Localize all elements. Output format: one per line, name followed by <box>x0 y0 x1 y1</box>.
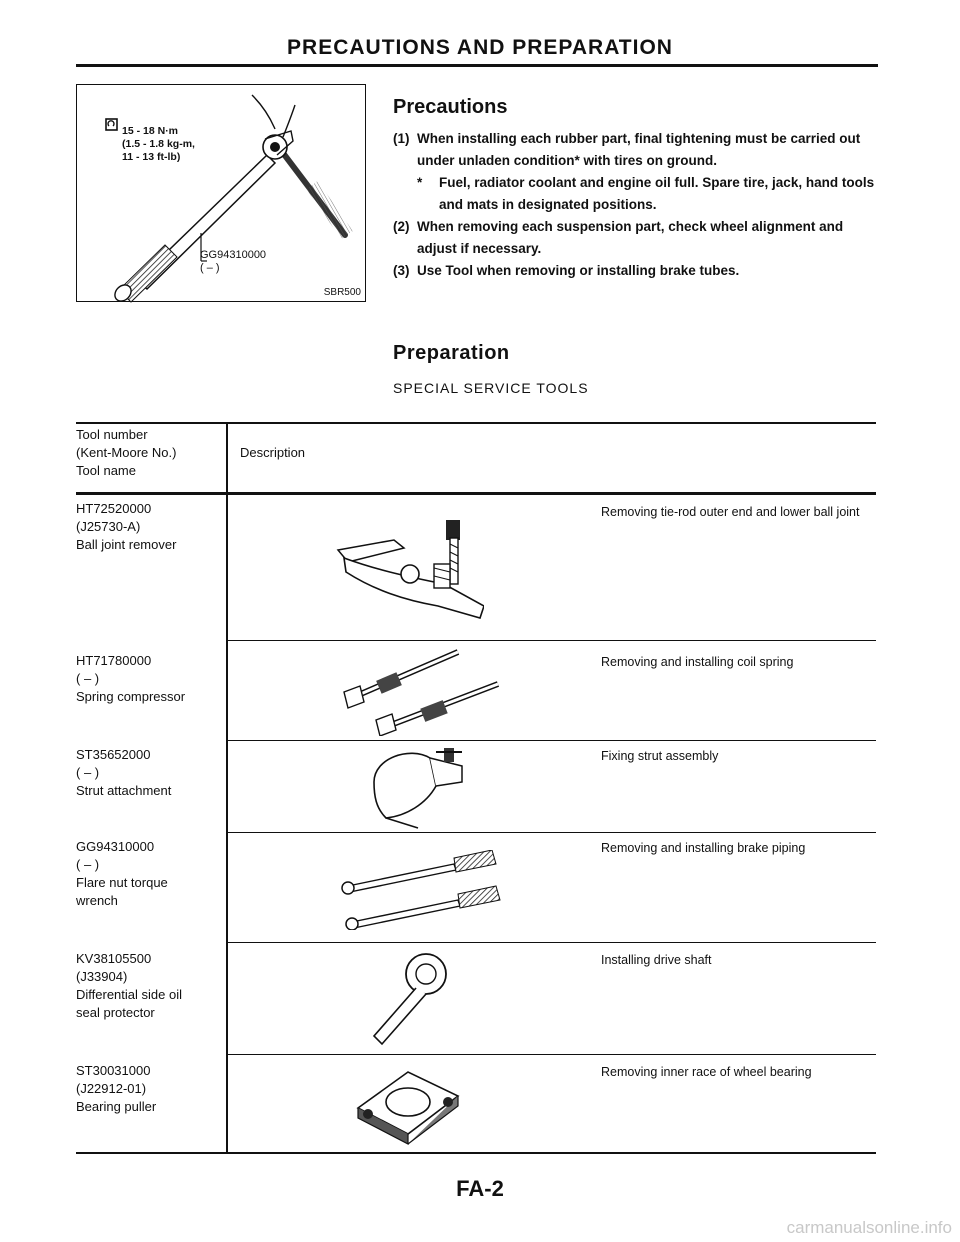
tool-kent-moore: (J22912-01) <box>76 1081 147 1096</box>
preparation-heading: Preparation <box>393 342 510 364</box>
spring-compressor-icon <box>338 646 508 736</box>
figure-part-number: GG94310000 <box>200 249 267 261</box>
tool-kent-moore: ( – ) <box>76 671 100 686</box>
torque-line: 15 - 18 N·m <box>122 125 179 137</box>
tool-kent-moore: ( – ) <box>76 765 100 780</box>
tool-number: ST35652000 <box>76 747 151 762</box>
row-divider <box>226 942 876 943</box>
torque-line: 11 - 13 ft-lb) <box>122 151 181 163</box>
tool-description: Removing and installing coil spring <box>601 655 794 669</box>
tool-kent-moore: (J25730-A) <box>76 519 141 534</box>
precautions-list <box>393 128 883 282</box>
precaution-item <box>393 216 883 260</box>
ball-joint-remover-icon <box>334 514 484 624</box>
row-divider <box>226 740 876 741</box>
precaution-text: When removing each suspension part, check wheel alignment and adjust if necessary. <box>417 219 844 256</box>
watermark: carmanualsonline.info <box>786 1218 952 1237</box>
tool-name: Bearing puller <box>76 1099 157 1114</box>
precaution-note <box>393 172 883 216</box>
precaution-note-marker: * <box>417 175 423 190</box>
figure-code: SBR500 <box>323 287 361 298</box>
page-number: FA-2 <box>456 1176 504 1201</box>
precaution-item <box>393 128 883 172</box>
tool-name: Strut attachment <box>76 783 172 798</box>
tool-number: KV38105500 <box>76 951 152 966</box>
tool-name: wrench <box>76 893 118 908</box>
tool-name: Spring compressor <box>76 689 186 704</box>
torque-spec <box>122 125 195 164</box>
seal-protector-icon <box>366 950 486 1050</box>
tool-name: seal protector <box>76 1005 155 1020</box>
tool-cell <box>76 838 224 910</box>
column-header-line: (Kent-Moore No.) <box>76 445 177 460</box>
tool-number: HT71780000 <box>76 653 152 668</box>
precaution-text: Use Tool when removing or installing brake tubes. <box>417 263 740 278</box>
tool-cell <box>76 950 224 1022</box>
precaution-number: (1) <box>393 131 410 146</box>
tool-cell <box>76 500 224 554</box>
page-title: PRECAUTIONS AND PREPARATION <box>287 36 673 59</box>
column-header-line: Tool name <box>76 463 136 478</box>
torque-wrench-symbol-icon <box>106 119 117 130</box>
tool-description: Removing and installing brake piping <box>601 841 806 855</box>
table-top-rule <box>76 422 876 424</box>
figure-part-kent-moore: ( – ) <box>200 262 220 274</box>
precaution-note-text: Fuel, radiator coolant and engine oil full. Spare tire, jack, hand tools and mats in designated positions. <box>439 175 875 212</box>
special-service-tools-table <box>76 422 876 1154</box>
tool-cell <box>76 652 224 706</box>
precautions-heading: Precautions <box>393 96 508 118</box>
table-bottom-rule <box>76 1152 876 1154</box>
tool-description: Fixing strut assembly <box>601 749 719 763</box>
figure-part-label <box>200 249 266 275</box>
row-divider <box>226 1054 876 1055</box>
flare-nut-torque-wrench-icon <box>338 850 508 930</box>
tool-name: Ball joint remover <box>76 537 177 552</box>
strut-attachment-icon <box>366 742 476 830</box>
torque-line: (1.5 - 1.8 kg-m, <box>122 138 195 150</box>
header-rule <box>76 64 878 67</box>
column-header-description: Description <box>240 445 306 460</box>
column-divider <box>226 422 228 1154</box>
table-header-rule <box>76 492 876 495</box>
precaution-text: When installing each rubber part, final tightening must be carried out under unladen condition* with tires on ground. <box>417 131 861 168</box>
tool-description: Installing drive shaft <box>601 953 712 967</box>
tool-name: Differential side oil <box>76 987 182 1002</box>
tool-cell <box>76 1062 224 1116</box>
row-divider <box>226 640 876 641</box>
tool-kent-moore: ( – ) <box>76 857 100 872</box>
tool-description: Removing tie-rod outer end and lower ball joint <box>601 505 860 519</box>
column-header-tool <box>76 426 176 480</box>
tool-number: HT72520000 <box>76 501 152 516</box>
column-header-line: Tool number <box>76 427 148 442</box>
torque-figure <box>76 84 366 302</box>
tool-name: Flare nut torque <box>76 875 168 890</box>
tool-description: Removing inner race of wheel bearing <box>601 1065 812 1079</box>
tool-number: ST30031000 <box>76 1063 151 1078</box>
bearing-puller-icon <box>348 1058 478 1148</box>
tool-number: GG94310000 <box>76 839 155 854</box>
precaution-number: (3) <box>393 263 410 278</box>
special-service-tools-heading: SPECIAL SERVICE TOOLS <box>393 380 589 396</box>
tool-kent-moore: (J33904) <box>76 969 128 984</box>
row-divider <box>226 832 876 833</box>
precaution-item <box>393 260 883 282</box>
precaution-number: (2) <box>393 219 410 234</box>
tool-cell <box>76 746 224 800</box>
